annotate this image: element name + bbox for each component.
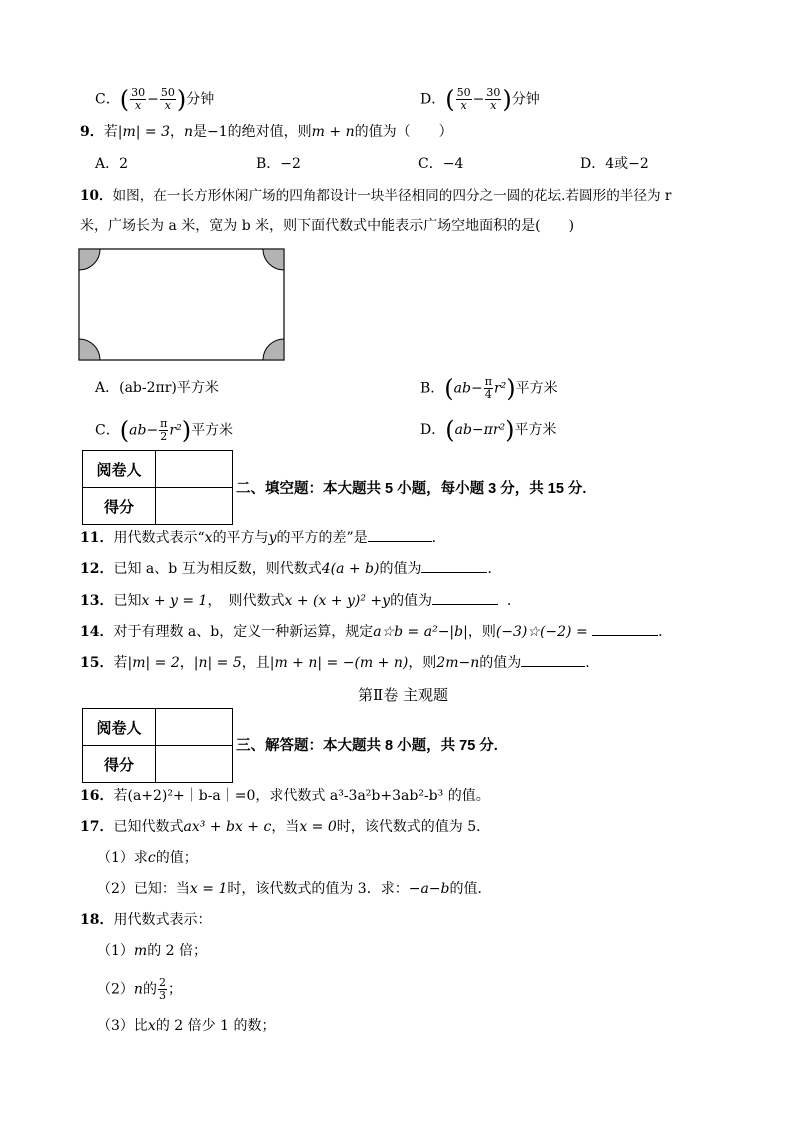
question-16: 16．若(a+2)²+｜b-a｜=0，求代数式 a³-3a²b+3ab²-b³ 的值。 [80,788,490,804]
question-18-part-3: （3）比x的 2 倍少 1 的数； [97,1018,276,1034]
q9-option-b: B．−2 [256,156,301,172]
score-label: 得分 [83,488,156,525]
answer-blank-13 [432,590,498,605]
q8-option-c: C．( $\frac{30}{x}$ − $\frac{50}{x}$ )分钟 [95,85,215,114]
score-table-section3 [82,708,233,783]
score-label: 得分 [83,746,156,783]
answer-blank-12 [421,558,487,573]
q10-option-b: B．(ab− $\frac{\pi}{4}$ r²)平方米 [420,374,558,403]
question-10-line2: 米，广场长为 a 米，宽为 b 米，则下面代数式中能表示广场空地面积的是( ) [80,218,575,234]
score-cell [156,488,233,525]
q9-option-c: C．−4 [418,156,464,172]
question-18-part-1: （1）m的 2 倍； [97,943,208,959]
reviewer-label: 阅卷人 [83,451,156,488]
q10-option-a: A．(ab-2πr)平方米 [95,380,219,396]
q10-option-d: D．(ab−πr²)平方米 [420,416,557,444]
question-17-part-2: （2）已知：当x = 1时，该代数式的值为 3．求：−a−b的值． [97,881,492,897]
part-2-title: 第Ⅱ卷 主观题 [358,686,448,704]
section-2-title: 二、填空题：本大题共 5 小题，每小题 3 分，共 15 分. [236,481,587,497]
question-13: 13．已知x + y = 1， 则代数式x + (x + y)² +y的值为 ． [80,590,521,611]
plaza-rectangle [79,249,284,360]
question-14: 14．对于有理数 a、b，定义一种新运算，规定a☆b = a²−|b|，则(−3)☆(−2) = ． [80,621,672,642]
question-18: 18．用代数式表示： [80,912,212,928]
question-18-part-2: （2）n的 $\frac{2}{3}$ ； [97,976,182,1002]
question-11: 11．用代数式表示“x的平方与y的平方的差”是 ． [80,527,446,548]
reviewer-cell [156,451,233,488]
plaza-figure [78,248,286,362]
section-3-title: 三、解答题：本大题共 8 小题，共 75 分. [236,738,498,754]
answer-blank-11 [368,527,432,542]
score-table-section2 [82,450,233,525]
question-10-line1: 10．如图，在一长方形休闲广场的四角都设计一块半径相同的四分之一圆的花坛.若圆形的半径为 r [80,188,672,204]
q9-option-d: D．4或−2 [580,156,649,172]
reviewer-label: 阅卷人 [83,709,156,746]
question-15: 15．若|m| = 2，|n| = 5，且|m + n| = −(m + n)，则2m−n的值为 ． [80,652,599,673]
answer-blank-15 [521,652,585,667]
question-17: 17．已知代数式ax³ + bx + c，当x = 0时，该代数式的值为 5． [80,819,491,835]
q8-option-d: D．( $\frac{50}{x}$ − $\frac{30}{x}$ )分钟 [420,85,540,114]
q9-option-a: A．2 [95,156,129,172]
question-9: 9．若|m| = 3，n是−1的绝对值，则m + n的值为（ ） [80,124,453,140]
reviewer-cell [156,709,233,746]
question-12: 12．已知 a、b 互为相反数，则代数式4(a + b)的值为 ． [80,558,501,579]
q10-option-c: C．(ab− $\frac{\pi}{2}$ r²)平方米 [95,416,234,445]
answer-blank-14 [592,621,658,636]
score-cell [156,746,233,783]
question-17-part-1: （1）求c的值； [97,850,198,866]
